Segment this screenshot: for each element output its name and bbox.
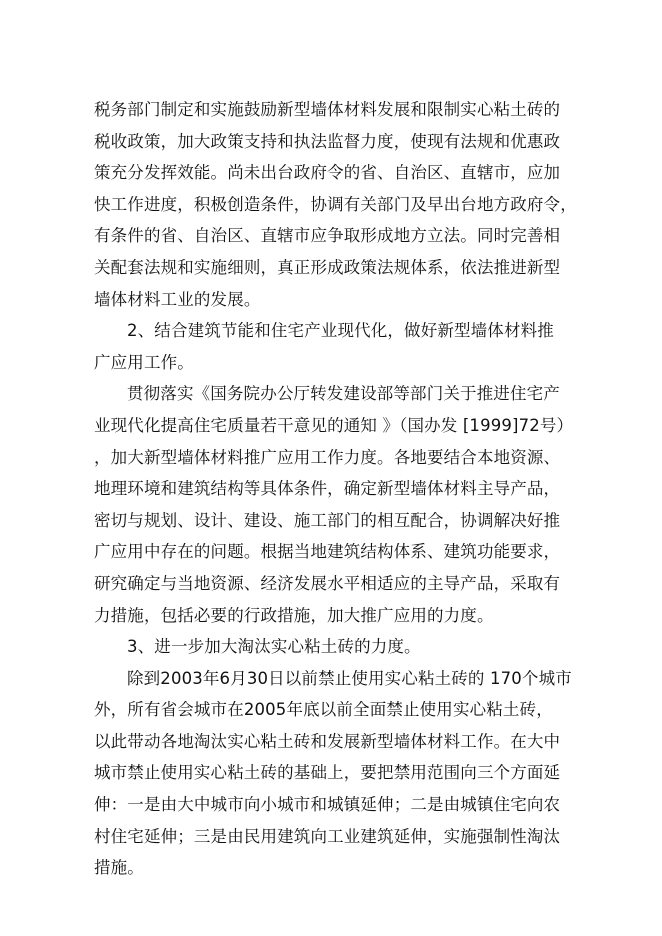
- text-line: 伸：一是由大中城市向小城市和城镇延伸；二是由城镇住宅向农: [94, 795, 561, 815]
- text-line: 密切与规划、设计、建设、施工部门的相互配合，协调解决好推: [94, 510, 561, 530]
- text-line: 业现代化提高住宅质量若干意见的通知 》（国办发 [1999]72号）: [94, 415, 574, 435]
- text-line: ，加大新型墙体材料推广应用工作力度。各地要结合本地资源、: [94, 447, 561, 467]
- text-line: 以此带动各地淘汰实心粘土砖和发展新型墙体材料工作。在大中: [94, 731, 561, 751]
- text-line: 税收政策，加大政策支持和执法监督力度，使现有法规和优惠政: [94, 131, 561, 151]
- text-line: 力措施，包括必要的行政措施，加大推广应用的力度。: [94, 605, 494, 625]
- text-line: 措施。: [94, 858, 144, 878]
- text-line: 税务部门制定和实施鼓励新型墙体材料发展和限制实心粘土砖的: [94, 100, 561, 119]
- text-line: 快工作进度，积极创造条件，协调有关部门及早出台地方政府令，: [94, 194, 577, 214]
- section-heading-3: 3、进一步加大淘汰实心粘土砖的力度。: [127, 637, 421, 657]
- section-heading-2: 2、结合建筑节能和住宅产业现代化，做好新型墙体材料推: [127, 321, 554, 341]
- text-line: 墙体材料工业的发展。: [94, 289, 261, 309]
- text-line: 关配套法规和实施细则，真正形成政策法规体系，依法推进新型: [94, 257, 561, 277]
- paragraph-start: 贯彻落实《国务院办公厅转发建设部等部门关于推进住宅产: [127, 384, 560, 404]
- text-line: 有条件的省、自治区、直辖市应争取形成地方立法。同时完善相: [94, 226, 561, 246]
- text-line: 村住宅延伸；三是由民用建筑向工业建筑延伸，实施强制性淘汰: [94, 826, 561, 846]
- text-line: 外，所有省会城市在2005年底以前全面禁止使用实心粘土砖，: [94, 700, 553, 720]
- body-text: [94, 94, 614, 884]
- text-line: 研究确定与当地资源、经济发展水平相适应的主导产品，采取有: [94, 573, 561, 593]
- paragraph-start: 除到2003年6月30日以前禁止使用实心粘土砖的 170个城市: [127, 668, 572, 688]
- text-line: 广应用中存在的问题。根据当地建筑结构体系、建筑功能要求，: [94, 542, 561, 562]
- text-line: 广应用工作。: [94, 352, 194, 372]
- text-line: 地理环境和建筑结构等具体条件，确定新型墙体材料主导产品，: [94, 479, 561, 499]
- text-line: 策充分发挥效能。尚未出台政府令的省、自治区、直辖市，应加: [94, 163, 561, 183]
- text-line: 城市禁止使用实心粘土砖的基础上，要把禁用范围向三个方面延: [94, 763, 561, 783]
